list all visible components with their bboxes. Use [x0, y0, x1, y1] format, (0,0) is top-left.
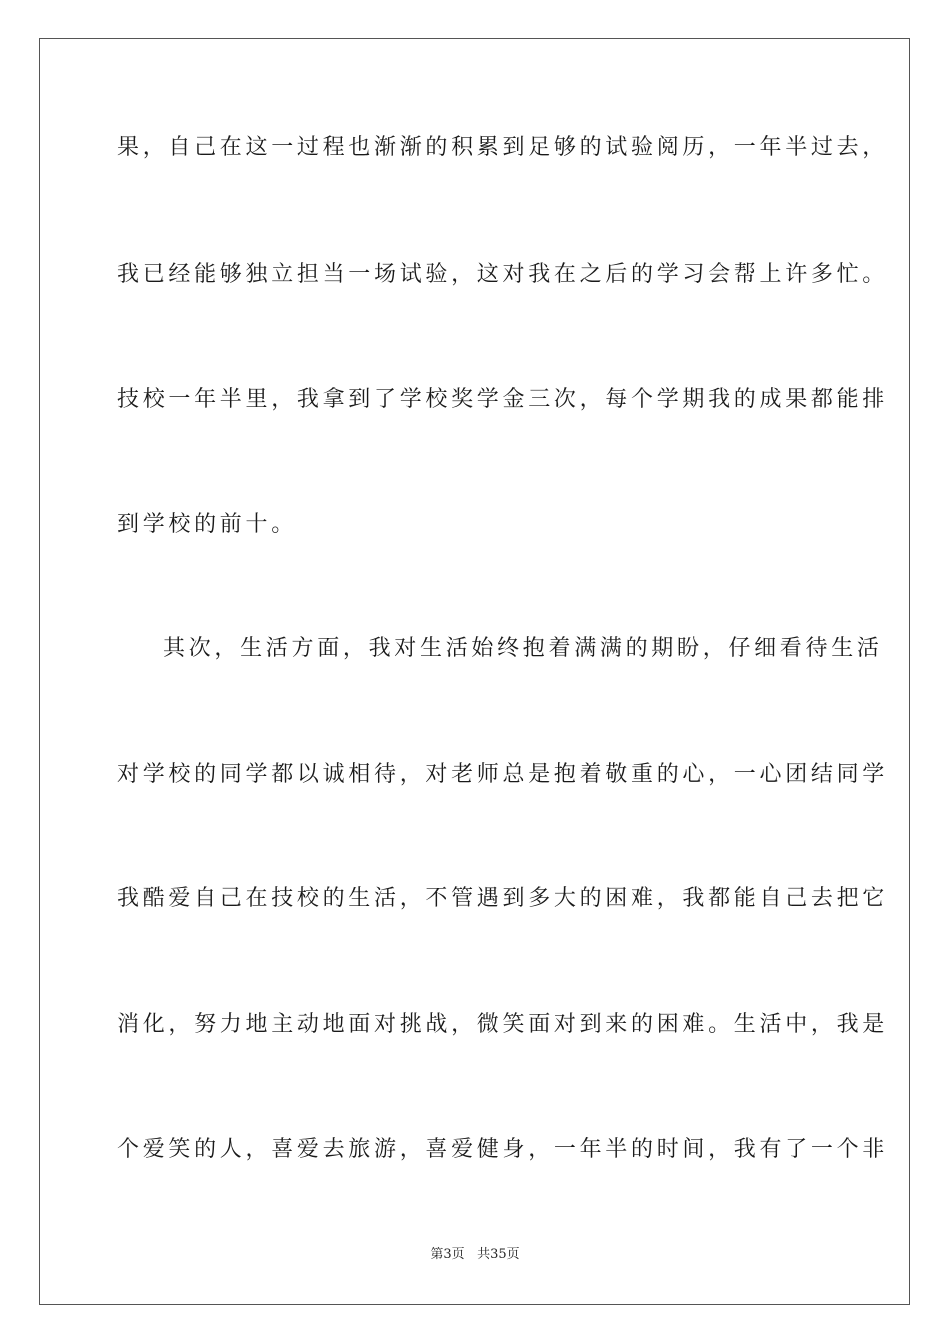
body-text-line: 到学校的前十。: [117, 512, 297, 537]
page-frame: [39, 38, 910, 1305]
body-text-line: 消化，努力地主动地面对挑战，微笑面对到来的困难。生活中，我是: [117, 1012, 889, 1037]
page-total: 共35页: [477, 1247, 520, 1262]
body-text-line: 技校一年半里，我拿到了学校奖学金三次，每个学期我的成果都能排: [117, 387, 889, 412]
body-text-line: 个爱笑的人，喜爱去旅游，喜爱健身，一年半的时间，我有了一个非: [117, 1137, 889, 1162]
body-text-line: 我已经能够独立担当一场试验，这对我在之后的学习会帮上许多忙。: [117, 262, 889, 287]
paragraph-first-line: 其次，生活方面，我对生活始终抱着满满的期盼，仔细看待生活: [163, 636, 883, 661]
body-text-line: 果，自己在这一过程也渐渐的积累到足够的试验阅历，一年半过去，: [117, 135, 889, 160]
page-number: 第3页: [430, 1247, 465, 1262]
body-text-line: 对学校的同学都以诚相待，对老师总是抱着敬重的心，一心团结同学: [117, 762, 889, 787]
page-footer: [0, 1246, 950, 1264]
body-text-line: 我酷爱自己在技校的生活，不管遇到多大的困难，我都能自己去把它: [117, 886, 889, 911]
